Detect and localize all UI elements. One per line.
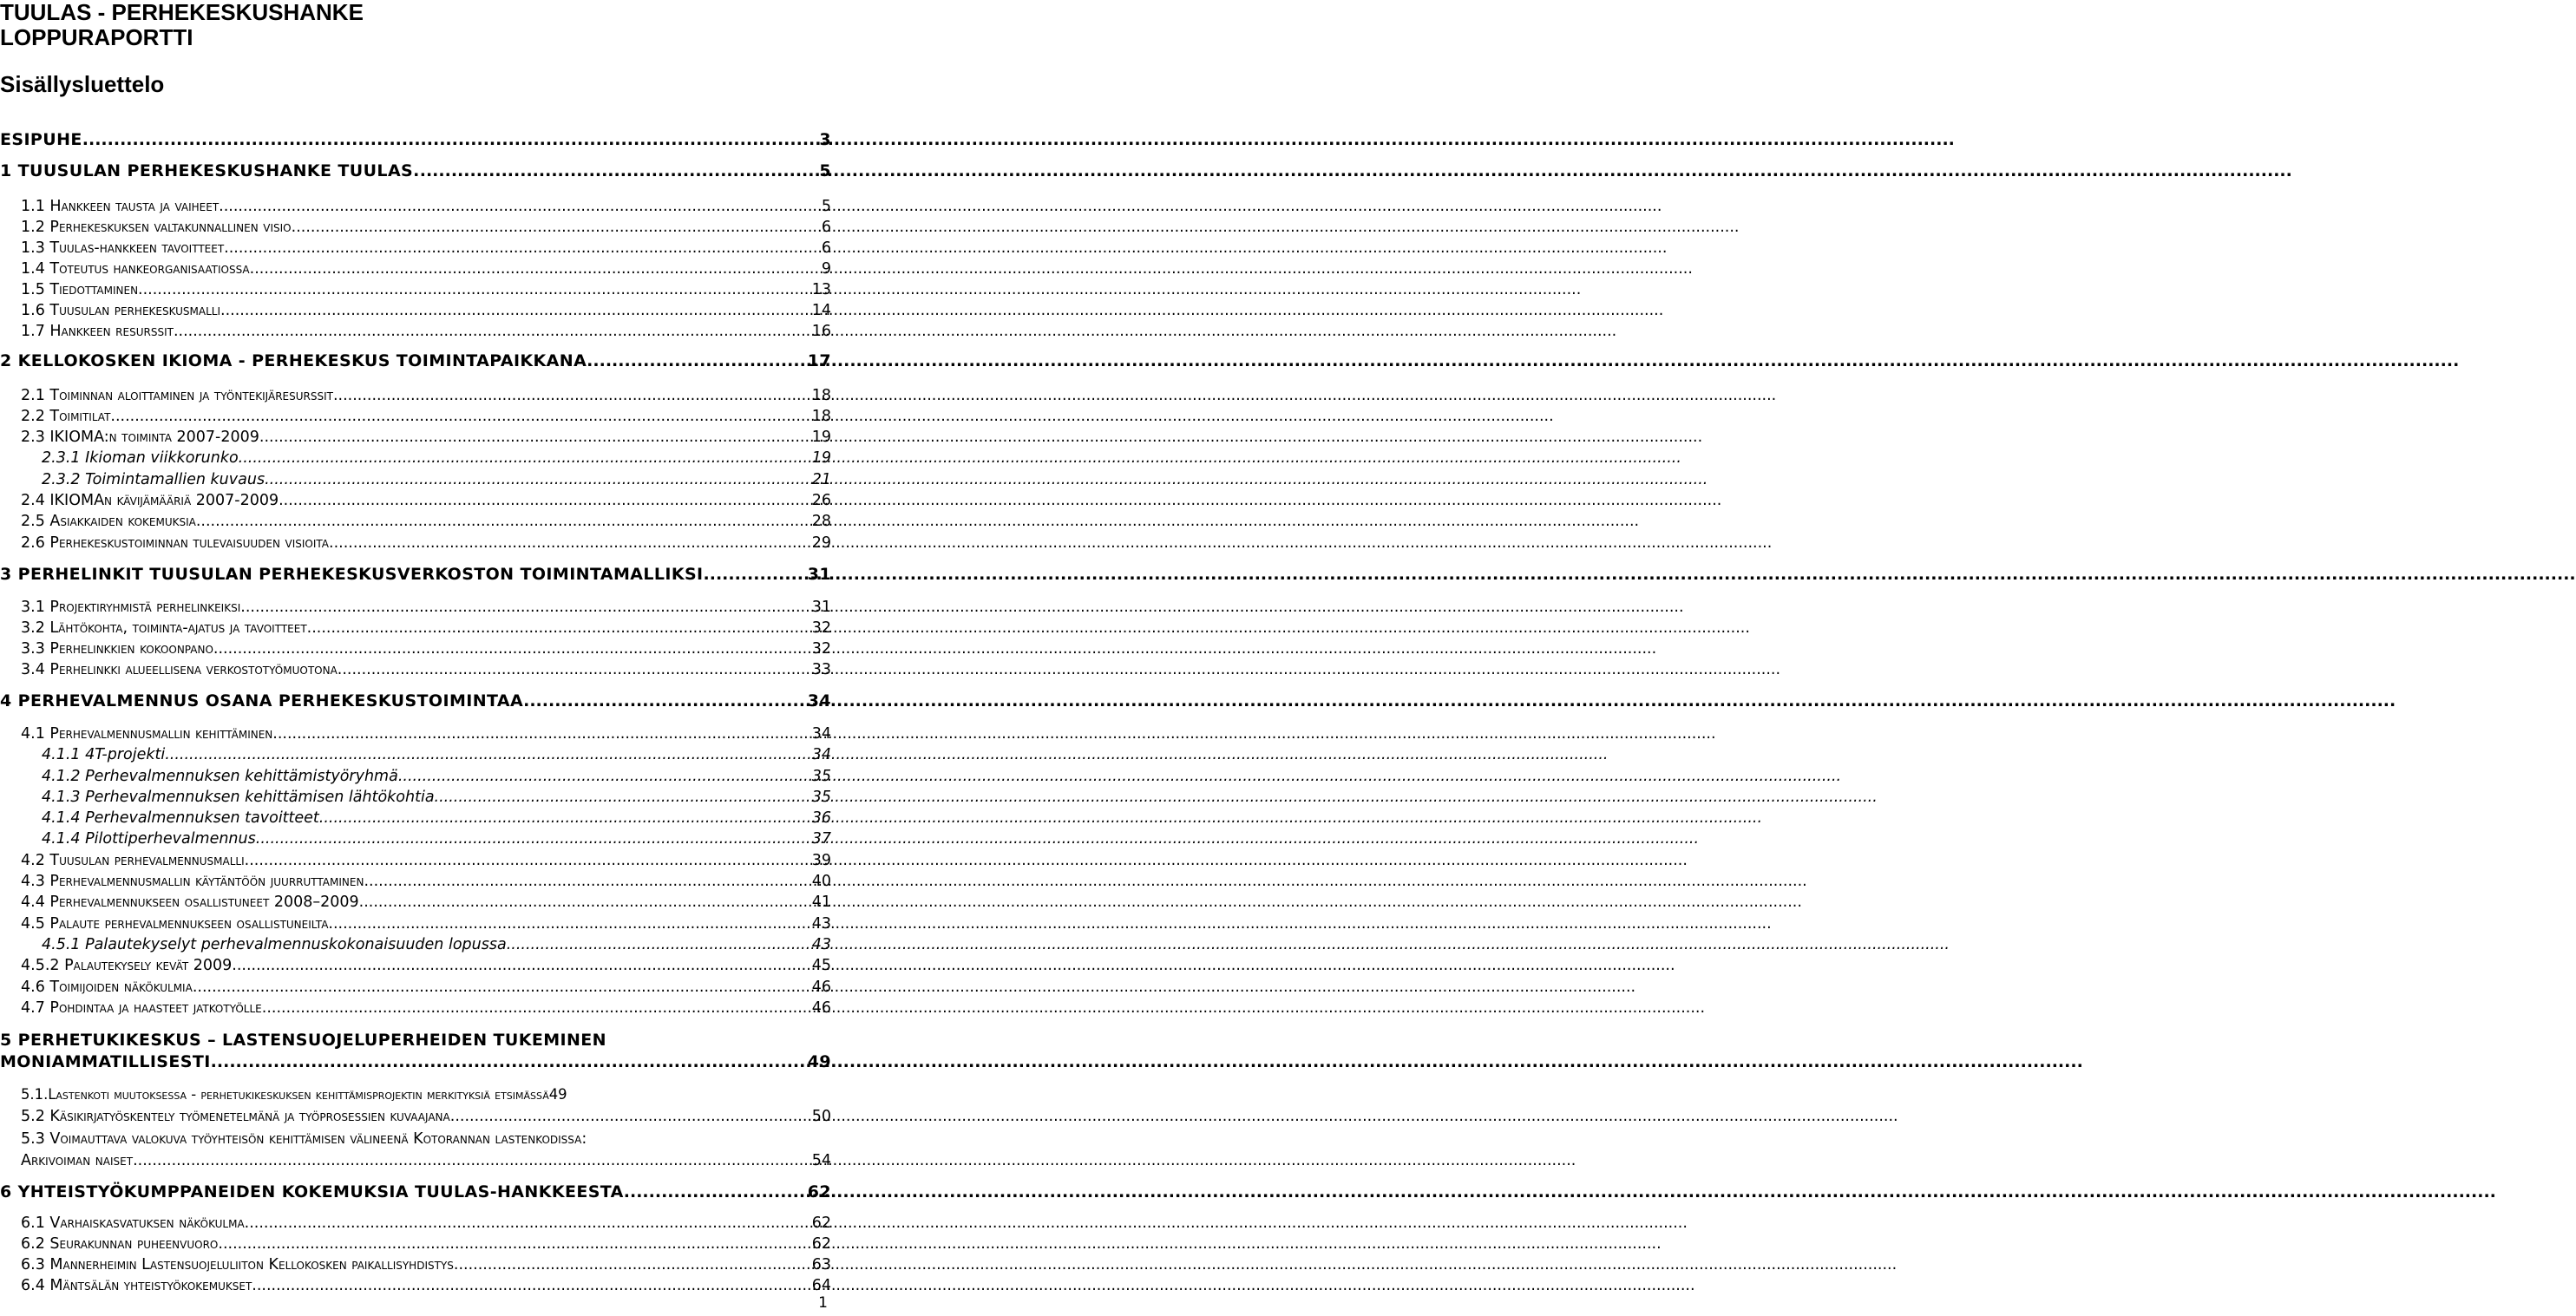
toc-entry-4-1-2[interactable]	[42, 768, 831, 785]
toc-entry-3-3[interactable]	[21, 640, 831, 658]
toc-entry-5-3[interactable]	[21, 1129, 831, 1172]
toc-entry-page: 31	[807, 565, 831, 584]
toc-entry-label: 4.4 Perhevalmennukseen osallistuneet 2008–2009	[21, 894, 359, 911]
toc-entry-page: 62	[811, 1215, 831, 1232]
dot-leader	[296, 219, 822, 236]
toc-entry-page: 34	[811, 725, 831, 743]
toc-entry-chapter-4[interactable]	[0, 691, 831, 710]
toc-entry-last-line	[21, 1150, 831, 1172]
toc-entry-page: 39	[811, 852, 831, 869]
toc-entry-page: 34	[807, 691, 831, 710]
toc-entry-page: 34	[811, 746, 831, 763]
toc-entry-label: 4.7 Pohdintaa ja haasteet jatkotyölle	[21, 999, 262, 1017]
dot-leader	[587, 351, 808, 370]
toc-entry-6-1[interactable]	[21, 1215, 831, 1232]
toc-entry-label: 6 YHTEISTYÖKUMPPANEIDEN KOKEMUKSIA TUULAS-HANKKEESTA	[0, 1182, 624, 1201]
toc-entry-label: 1.6 Tuusulan perhekeskusmalli	[21, 302, 221, 319]
dot-leader	[265, 471, 812, 488]
dot-leader	[328, 915, 811, 933]
toc-entry-page: 29	[811, 534, 831, 552]
dot-leader	[279, 492, 812, 509]
toc-entry-page: 50	[811, 1108, 831, 1125]
toc-entry-label: 2.3.1 Ikioman viikkorunko	[42, 449, 239, 467]
toc-entry-2-3[interactable]	[21, 429, 831, 446]
dot-leader	[110, 408, 811, 425]
toc-entry-label: 1.4 Toteutus hankeorganisaatiossa	[21, 260, 250, 278]
dot-leader	[165, 746, 811, 763]
toc-entry-label: 2.6 Perhekeskustoiminnan tulevaisuuden visioita	[21, 534, 330, 552]
toc-heading: Sisällysluettelo	[0, 71, 165, 97]
toc-entry-4-1-1[interactable]	[42, 746, 831, 763]
toc-entry-4-7[interactable]	[21, 999, 831, 1017]
toc-entry-label: 6.4 Mäntsälän yhteistyökokemukset	[21, 1277, 252, 1294]
toc-entry-last-line	[0, 1051, 831, 1073]
toc-entry-page: 19	[811, 449, 831, 467]
toc-entry-5-2[interactable]	[21, 1108, 831, 1125]
dot-leader	[333, 387, 812, 404]
dot-leader	[224, 239, 822, 257]
toc-entry-6-2[interactable]	[21, 1235, 831, 1253]
dot-leader	[704, 565, 808, 584]
toc-entry-6-3[interactable]	[21, 1256, 831, 1273]
toc-entry-label: 6.3 Mannerheimin Lastensuojeluliiton Kellokosken paikallisyhdistys	[21, 1256, 454, 1273]
toc-entry-page: 26	[811, 492, 831, 509]
toc-entry-page: 31	[811, 599, 831, 616]
toc-entry-1-2[interactable]	[21, 219, 831, 236]
toc-entry-page: 46	[811, 979, 831, 996]
toc-entry-page: 40	[811, 873, 831, 890]
toc-entry-label: ESIPUHE	[0, 130, 82, 149]
toc-entry-4-1[interactable]	[21, 725, 831, 743]
report-title-line-1: TUULAS - PERHEKESKUSHANKE	[0, 0, 364, 25]
toc-entry-2-5[interactable]	[21, 513, 831, 530]
toc-entry-5-1[interactable]	[21, 1086, 831, 1103]
toc-entry-1-5[interactable]	[21, 281, 831, 298]
toc-entry-label: 4.5.2 Palautekysely kevät 2009	[21, 957, 233, 974]
toc-entry-2-4[interactable]	[21, 492, 831, 509]
toc-entry-esipuhe[interactable]	[0, 130, 831, 149]
dot-leader	[193, 979, 812, 996]
toc-entry-label: 4.1.1 4T-projekti	[42, 746, 166, 763]
toc-entry-page: 41	[811, 894, 831, 911]
toc-entry-page: 14	[811, 302, 831, 319]
dot-leader	[262, 999, 812, 1017]
dot-leader	[359, 894, 812, 911]
dot-leader	[219, 198, 822, 215]
toc-entry-page: 45	[811, 957, 831, 974]
toc-entry-page: 17	[807, 351, 831, 370]
dot-leader	[174, 323, 812, 340]
toc-entry-4-5-1[interactable]	[42, 936, 831, 953]
toc-entry-page: 63	[811, 1256, 831, 1273]
toc-entry-label-line-2: MONIAMMATILLISESTI	[0, 1052, 211, 1071]
toc-entry-3-1[interactable]	[21, 599, 831, 616]
toc-entry-1-7[interactable]	[21, 323, 831, 340]
dot-leader	[507, 936, 812, 953]
page-number: 1	[818, 1294, 828, 1312]
dot-leader	[364, 873, 811, 890]
toc-entry-label: 2.1 Toiminnan aloittaminen ja työntekijäresurssit	[21, 387, 333, 404]
toc-entry-page: 43	[811, 915, 831, 933]
dot-leader	[138, 281, 812, 298]
dot-leader	[250, 260, 822, 278]
toc-entry-label: 4.1.3 Perhevalmennuksen kehittämisen lähtökohtia	[42, 789, 435, 806]
toc-entry-page: 36	[811, 809, 831, 827]
toc-entry-page: 37	[811, 830, 831, 848]
toc-entry-2-3-1[interactable]	[42, 449, 831, 467]
toc-entry-1-1[interactable]	[21, 198, 831, 215]
toc-entry-label: 5.1.Lastenkoti muutoksessa - perhetukikeskuksen kehittämisprojektin merkityksiä etsimässä	[21, 1086, 549, 1103]
toc-entry-page: 32	[811, 619, 831, 637]
dot-leader	[220, 302, 812, 319]
dot-leader	[213, 640, 812, 658]
dot-leader	[239, 449, 812, 467]
toc-entry-label: 3.1 Projektiryhmistä perhelinkeiksi	[21, 599, 241, 616]
toc-entry-label: 2 KELLOKOSKEN IKIOMA - PERHEKESKUS TOIMINTAPAIKKANA	[0, 351, 587, 370]
toc-entry-label: 4.1.4 Perhevalmennuksen tavoitteet	[42, 809, 319, 827]
dot-leader	[232, 957, 811, 974]
toc-entry-2-3-2[interactable]	[42, 471, 831, 488]
toc-entry-label: 1.7 Hankkeen resurssit	[21, 323, 174, 340]
toc-entry-4-6[interactable]	[21, 979, 831, 996]
toc-entry-chapter-2[interactable]	[0, 351, 831, 370]
dot-leader	[196, 513, 812, 530]
toc-entry-4-2[interactable]	[21, 852, 831, 869]
toc-entry-label-line-1: 5 PERHETUKIKESKUS – LASTENSUOJELUPERHEIDEN TUKEMINEN	[0, 1031, 606, 1050]
toc-entry-label: 2.4 IKIOMAn kävijämääriä 2007-2009	[21, 492, 279, 509]
toc-entry-label: 2.5 Asiakkaiden kokemuksia	[21, 513, 196, 530]
toc-entry-label: 2.3.2 Toimintamallien kuvaus	[42, 471, 265, 488]
toc-entry-page: 9	[821, 260, 831, 278]
dot-leader	[319, 809, 812, 827]
toc-entry-4-1-4b[interactable]	[42, 830, 831, 848]
toc-entry-label: 1.1 Hankkeen tausta ja vaiheet	[21, 198, 220, 215]
toc-entry-page: 5	[821, 198, 831, 215]
toc-entry-page: 49	[807, 1052, 831, 1071]
toc-entry-page: 16	[811, 323, 831, 340]
toc-entry-4-1-3[interactable]	[42, 789, 831, 806]
toc-entry-label: 4.5 Palaute perhevalmennukseen osallistuneilta	[21, 915, 329, 933]
dot-leader	[338, 661, 812, 678]
dot-leader	[307, 619, 812, 637]
toc-entry-2-1[interactable]	[21, 387, 831, 404]
toc-entry-page: 46	[811, 999, 831, 1017]
toc-entry-label: 4.3 Perhevalmennusmallin käytäntöön juurruttaminen	[21, 873, 364, 890]
toc-entry-label: 3.2 Lähtökohta, toiminta-ajatus ja tavoitteet	[21, 619, 307, 637]
toc-entry-page: 21	[811, 471, 831, 488]
toc-entry-page: 5	[819, 161, 831, 180]
dot-leader	[133, 1150, 812, 1172]
toc-entry-chapter-1[interactable]	[0, 161, 831, 180]
toc-entry-page: 18	[811, 408, 831, 425]
toc-entry-4-1-4a[interactable]	[42, 809, 831, 827]
dot-leader	[82, 130, 820, 149]
toc-entry-chapter-6[interactable]	[0, 1182, 831, 1201]
toc-entry-label: 4.5.1 Palautekyselyt perhevalmennuskokonaisuuden lopussa	[42, 936, 507, 953]
dot-leader	[252, 1277, 811, 1294]
document-page	[0, 0, 833, 1316]
toc-entry-page: 32	[811, 640, 831, 658]
toc-entry-label: 1 TUUSULAN PERHEKESKUSHANKE TUULAS.	[0, 161, 420, 180]
toc-entry-page: 6	[821, 219, 831, 236]
toc-entry-label: 1.3 Tuulas-hankkeen tavoitteet	[21, 239, 225, 257]
toc-entry-label: 1.2 Perhekeskuksen valtakunnallinen visio.	[21, 219, 297, 236]
dot-leader	[256, 830, 812, 848]
toc-entry-page: 64	[811, 1277, 831, 1294]
toc-entry-label: 2.2 Toimitilat	[21, 408, 111, 425]
toc-entry-label: 1.5 Tiedottaminen	[21, 281, 139, 298]
toc-entry-page: 35	[811, 789, 831, 806]
dot-leader	[624, 1182, 808, 1201]
toc-entry-3-2[interactable]	[21, 619, 831, 637]
toc-entry-3-4[interactable]	[21, 661, 831, 678]
toc-entry-1-6[interactable]	[21, 302, 831, 319]
report-title-line-2: LOPPURAPORTTI	[0, 24, 193, 50]
dot-leader	[259, 429, 812, 446]
toc-entry-page: 6	[821, 239, 831, 257]
toc-entry-page: 3	[819, 130, 831, 149]
toc-entry-label: 2.3 IKIOMA:n toiminta 2007-2009	[21, 429, 259, 446]
toc-entry-4-5-2[interactable]	[21, 957, 831, 974]
toc-entry-label: 5.2 Käsikirjatyöskentely työmenetelmänä ja työprosessien kuvaajana.	[21, 1108, 456, 1125]
dot-leader	[245, 852, 812, 869]
toc-entry-page: 49	[548, 1086, 567, 1103]
dot-leader	[211, 1051, 808, 1073]
dot-leader	[329, 534, 812, 552]
toc-entry-2-6[interactable]	[21, 534, 831, 552]
toc-entry-page: 62	[811, 1235, 831, 1253]
toc-entry-label: 4.6 Toimijoiden näkökulmia	[21, 979, 193, 996]
toc-entry-page: 33	[811, 661, 831, 678]
toc-entry-label: 3.4 Perhelinkki alueellisena verkostotyömuotona	[21, 661, 338, 678]
dot-leader	[523, 691, 808, 710]
toc-entry-4-5[interactable]	[21, 915, 831, 933]
toc-entry-page: 19	[811, 429, 831, 446]
toc-entry-label-line-2: Arkivoiman naiset	[21, 1152, 134, 1169]
toc-entry-page: 35	[811, 768, 831, 785]
toc-entry-label: 4.1.2 Perhevalmennuksen kehittämistyöryhmä	[42, 768, 398, 785]
dot-leader	[435, 789, 812, 806]
toc-entry-chapter-5[interactable]	[0, 1030, 831, 1073]
toc-entry-label: 4.1.4 Pilottiperhevalmennus	[42, 830, 256, 848]
dot-leader	[245, 1215, 812, 1232]
toc-entry-label: 4.1 Perhevalmennusmallin kehittäminen	[21, 725, 273, 743]
dot-leader	[240, 599, 811, 616]
dot-leader	[454, 1256, 812, 1273]
dot-leader	[420, 161, 820, 180]
toc-entry-page: 28	[811, 513, 831, 530]
dot-leader	[272, 725, 811, 743]
toc-entry-6-4[interactable]	[21, 1277, 831, 1294]
toc-entry-page: 43	[811, 936, 831, 953]
toc-entry-4-3[interactable]	[21, 873, 831, 890]
toc-entry-1-4[interactable]	[21, 260, 831, 278]
dot-leader	[218, 1235, 811, 1253]
toc-entry-2-2[interactable]	[21, 408, 831, 425]
toc-entry-label-line-1: 5.3 Voimauttava valokuva työyhteisön kehittämisen välineenä Kotorannan lastenkodissa:	[21, 1130, 587, 1148]
toc-entry-label: 6.2 Seurakunnan puheenvuoro	[21, 1235, 219, 1253]
toc-entry-4-4[interactable]	[21, 894, 831, 911]
toc-entry-page: 54	[811, 1152, 831, 1169]
toc-entry-chapter-3[interactable]	[0, 565, 831, 584]
toc-entry-label: 4.2 Tuusulan perhevalmennusmalli	[21, 852, 245, 869]
dot-leader	[398, 768, 812, 785]
toc-entry-1-3[interactable]	[21, 239, 831, 257]
toc-entry-label: 6.1 Varhaiskasvatuksen näkökulma	[21, 1215, 245, 1232]
dot-leader	[455, 1108, 811, 1125]
toc-entry-label: 3.3 Perhelinkkien kokoonpano	[21, 640, 213, 658]
toc-entry-label: 4 PERHEVALMENNUS OSANA PERHEKESKUSTOIMINTAA	[0, 691, 524, 710]
toc-entry-page: 62	[807, 1182, 831, 1201]
toc-entry-page: 13	[811, 281, 831, 298]
toc-entry-label: 3 PERHELINKIT TUUSULAN PERHEKESKUSVERKOSTON TOIMINTAMALLIKSI	[0, 565, 704, 584]
toc-entry-page: 18	[811, 387, 831, 404]
